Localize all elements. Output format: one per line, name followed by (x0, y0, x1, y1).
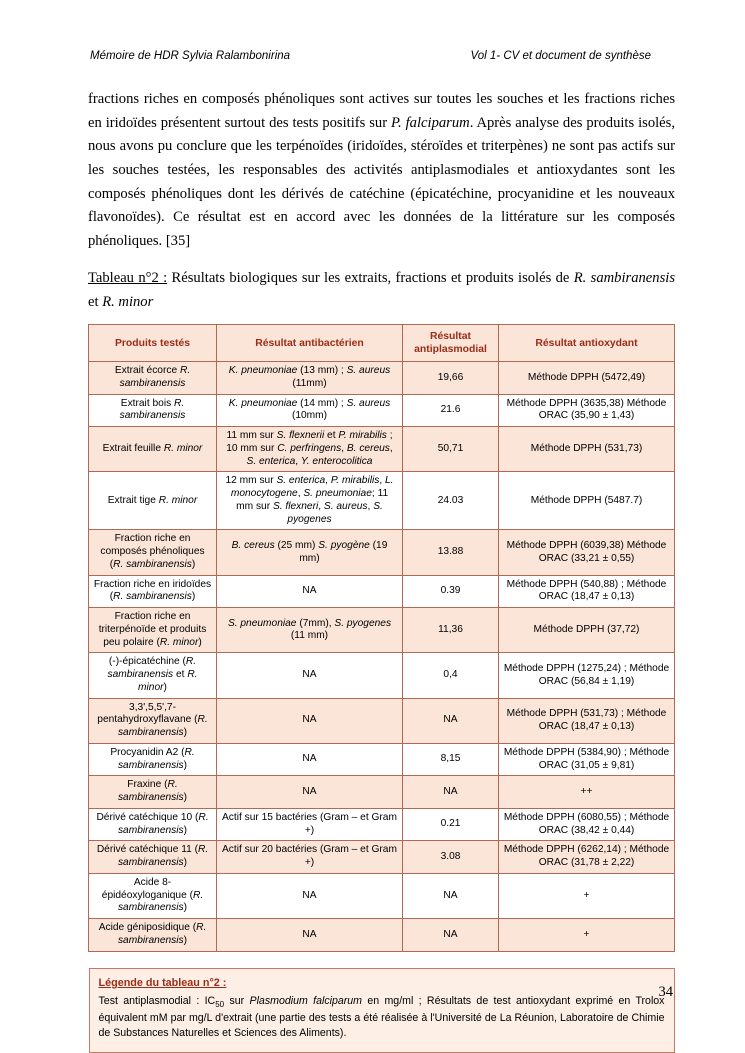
legend-body (99, 994, 665, 1041)
header-right-text: Vol 1- CV et document de synthèse (470, 50, 651, 62)
table-cell: Extrait bois R. sambiranensis (89, 394, 217, 427)
table-row (89, 530, 675, 575)
table-cell: ++ (499, 776, 675, 809)
table-cell: Méthode DPPH (37,72) (499, 608, 675, 653)
table-cell: 24.03 (403, 472, 499, 530)
table-row (89, 808, 675, 841)
table-cell: Méthode DPPH (1275,24) ; Méthode ORAC (56,84 ± 1,19) (499, 653, 675, 698)
table-row (89, 743, 675, 776)
table-cell: 0.21 (403, 808, 499, 841)
table-cell: 3,3',5,5',7-pentahydroxyflavane (R. sambiranensis) (89, 698, 217, 743)
table-cell: NA (403, 873, 499, 918)
table-cell: Fraxine (R. sambiranensis) (89, 776, 217, 809)
table-cell: Extrait tige R. minor (89, 472, 217, 530)
table-caption (88, 267, 675, 314)
table-cell: Fraction riche en iridoïdes (R. sambiranensis) (89, 575, 217, 608)
caption-text-1: Résultats biologiques sur les extraits, fractions et produits isolés de (167, 270, 574, 287)
caption-italic-1: R. sambiranensis (573, 270, 675, 287)
table-row (89, 608, 675, 653)
table-cell: NA (217, 698, 403, 743)
table-row (89, 653, 675, 698)
body-paragraph (88, 88, 675, 253)
header-left-text: Mémoire de HDR Sylvia Ralambonirina (90, 50, 291, 62)
table-cell: (-)-épicatéchine (R. sambiranensis et R. minor) (89, 653, 217, 698)
table-cell: Actif sur 15 bactéries (Gram – et Gram +) (217, 808, 403, 841)
table-cell: Dérivé catéchique 10 (R. sambiranensis) (89, 808, 217, 841)
paragraph-part-2: . Après analyse des produits isolés, nous avons pu conclure que les terpénoïdes (iridoïdes, stéroïdes et triterpènes) ne sont pas actifs sur les souches testées, les responsables des activités antiplasmodiales et antioxydantes sont les composés phénoliques dont les dérivés de catéchine (épicatéchine, procyanidine et les nouveaux flavonoïdes). Ce résultat est en accord avec les données de la littérature sur les composés phénoliques. [35] (88, 114, 675, 249)
page-header (88, 50, 675, 62)
table-cell: 13.88 (403, 530, 499, 575)
column-header-antioxidant: Résultat antioxydant (499, 325, 675, 362)
table-cell: Acide géniposidique (R. sambiranensis) (89, 919, 217, 952)
table-cell: NA (217, 873, 403, 918)
table-cell: Méthode DPPH (531,73) ; Méthode ORAC (18,47 ± 0,13) (499, 698, 675, 743)
caption-italic-2: R. minor (102, 293, 154, 310)
table-header-row (89, 325, 675, 362)
table-cell: + (499, 919, 675, 952)
table-cell: 50,71 (403, 427, 499, 472)
table-row (89, 394, 675, 427)
caption-label: Tableau n°2 : (88, 270, 168, 287)
table-row (89, 698, 675, 743)
table-cell: 0,4 (403, 653, 499, 698)
table-cell: Méthode DPPH (5487.7) (499, 472, 675, 530)
table-cell: S. pneumoniae (7mm), S. pyogenes (11 mm) (217, 608, 403, 653)
table-cell: Acide 8-épidéoxyloganique (R. sambiranensis) (89, 873, 217, 918)
table-cell: Méthode DPPH (6039,38) Méthode ORAC (33,21 ± 0,55) (499, 530, 675, 575)
table-cell: Méthode DPPH (5384,90) ; Méthode ORAC (31,05 ± 9,81) (499, 743, 675, 776)
table-cell: Méthode DPPH (6080,55) ; Méthode ORAC (38,42 ± 0,44) (499, 808, 675, 841)
table-row (89, 919, 675, 952)
table-cell: B. cereus (25 mm) S. pyogène (19 mm) (217, 530, 403, 575)
legend-italic-species: Plasmodium falciparum (249, 995, 363, 1008)
legend-text-c: en mg/ml ; Résultats de test antioxydant exprimé en Trolox équivalent mM par mg/L d'extrait (une partie des tests a été réalisée à l'Université de La Réunion, Laboratoire de Chimie de Substances Naturelles et Sciences des Aliments). (98, 995, 665, 1040)
table-cell: K. pneumoniae (14 mm) ; S. aureus (10mm) (217, 394, 403, 427)
table-cell: K. pneumoniae (13 mm) ; S. aureus (11mm) (217, 362, 403, 395)
legend-subscript: 50 (215, 1000, 225, 1010)
table-row (89, 776, 675, 809)
paragraph-italic-species: P. falciparum (391, 114, 470, 131)
table-row (89, 427, 675, 472)
table-cell: Méthode DPPH (540,88) ; Méthode ORAC (18,47 ± 0,13) (499, 575, 675, 608)
table-cell: NA (217, 776, 403, 809)
column-header-antibacterial: Résultat antibactérien (217, 325, 403, 362)
table-cell: 11 mm sur S. flexnerii et P. mirabilis ; 10 mm sur C. perfringens, B. cereus, S. enterica, Y. enterocolitica (217, 427, 403, 472)
table-cell: Méthode DPPH (531,73) (499, 427, 675, 472)
page-number: 34 (658, 984, 673, 1000)
legend-title: Légende du tableau n°2 : (98, 976, 227, 989)
results-table (88, 324, 675, 952)
table-row (89, 841, 675, 874)
table-row (89, 873, 675, 918)
table-cell: NA (217, 919, 403, 952)
table-cell: Extrait feuille R. minor (89, 427, 217, 472)
legend-text-b: sur (224, 995, 250, 1008)
legend-text-a: Test antiplasmodial : IC (98, 995, 216, 1008)
table-cell: Actif sur 20 bactéries (Gram – et Gram +) (217, 841, 403, 874)
table-row (89, 472, 675, 530)
table-cell: NA (217, 575, 403, 608)
table-row (89, 575, 675, 608)
table-cell: NA (217, 743, 403, 776)
table-cell: Dérivé catéchique 11 (R. sambiranensis) (89, 841, 217, 874)
table-cell: Fraction riche en triterpénoïde et produits peu polaire (R. minor) (89, 608, 217, 653)
table-cell: 0.39 (403, 575, 499, 608)
table-cell: Procyanidin A2 (R. sambiranensis) (89, 743, 217, 776)
table-cell: NA (217, 653, 403, 698)
table-cell: Méthode DPPH (5472,49) (499, 362, 675, 395)
table-cell: 19,66 (403, 362, 499, 395)
caption-text-2: et (88, 293, 103, 310)
table-cell: Méthode DPPH (3635,38) Méthode ORAC (35,90 ± 1,43) (499, 394, 675, 427)
column-header-products: Produits testés (89, 325, 217, 362)
table-cell: 11,36 (403, 608, 499, 653)
table-cell: 21.6 (403, 394, 499, 427)
paragraph-part-1: fractions riches en composés phénoliques sont actives sur toutes les souches et les fractions riches en iridoïdes présentent surtout des tests positifs sur (88, 91, 675, 131)
table-cell: Fraction riche en composés phénoliques (R. sambiranensis) (89, 530, 217, 575)
column-header-antiplasmodial: Résultat antiplasmodial (403, 325, 499, 362)
table-cell: 3.08 (403, 841, 499, 874)
table-cell: NA (403, 776, 499, 809)
table-cell: 8,15 (403, 743, 499, 776)
table-cell: + (499, 873, 675, 918)
table-cell: NA (403, 698, 499, 743)
table-cell: Extrait écorce R. sambiranensis (89, 362, 217, 395)
table-row (89, 362, 675, 395)
table-legend (89, 968, 675, 1053)
table-cell: NA (403, 919, 499, 952)
table-cell: 12 mm sur S. enterica, P. mirabilis, L. monocytogene, S. pneumoniae; 11 mm sur S. flexneri, S. aureus, S. pyogenes (217, 472, 403, 530)
table-cell: Méthode DPPH (6262,14) ; Méthode ORAC (31,78 ± 2,22) (499, 841, 675, 874)
